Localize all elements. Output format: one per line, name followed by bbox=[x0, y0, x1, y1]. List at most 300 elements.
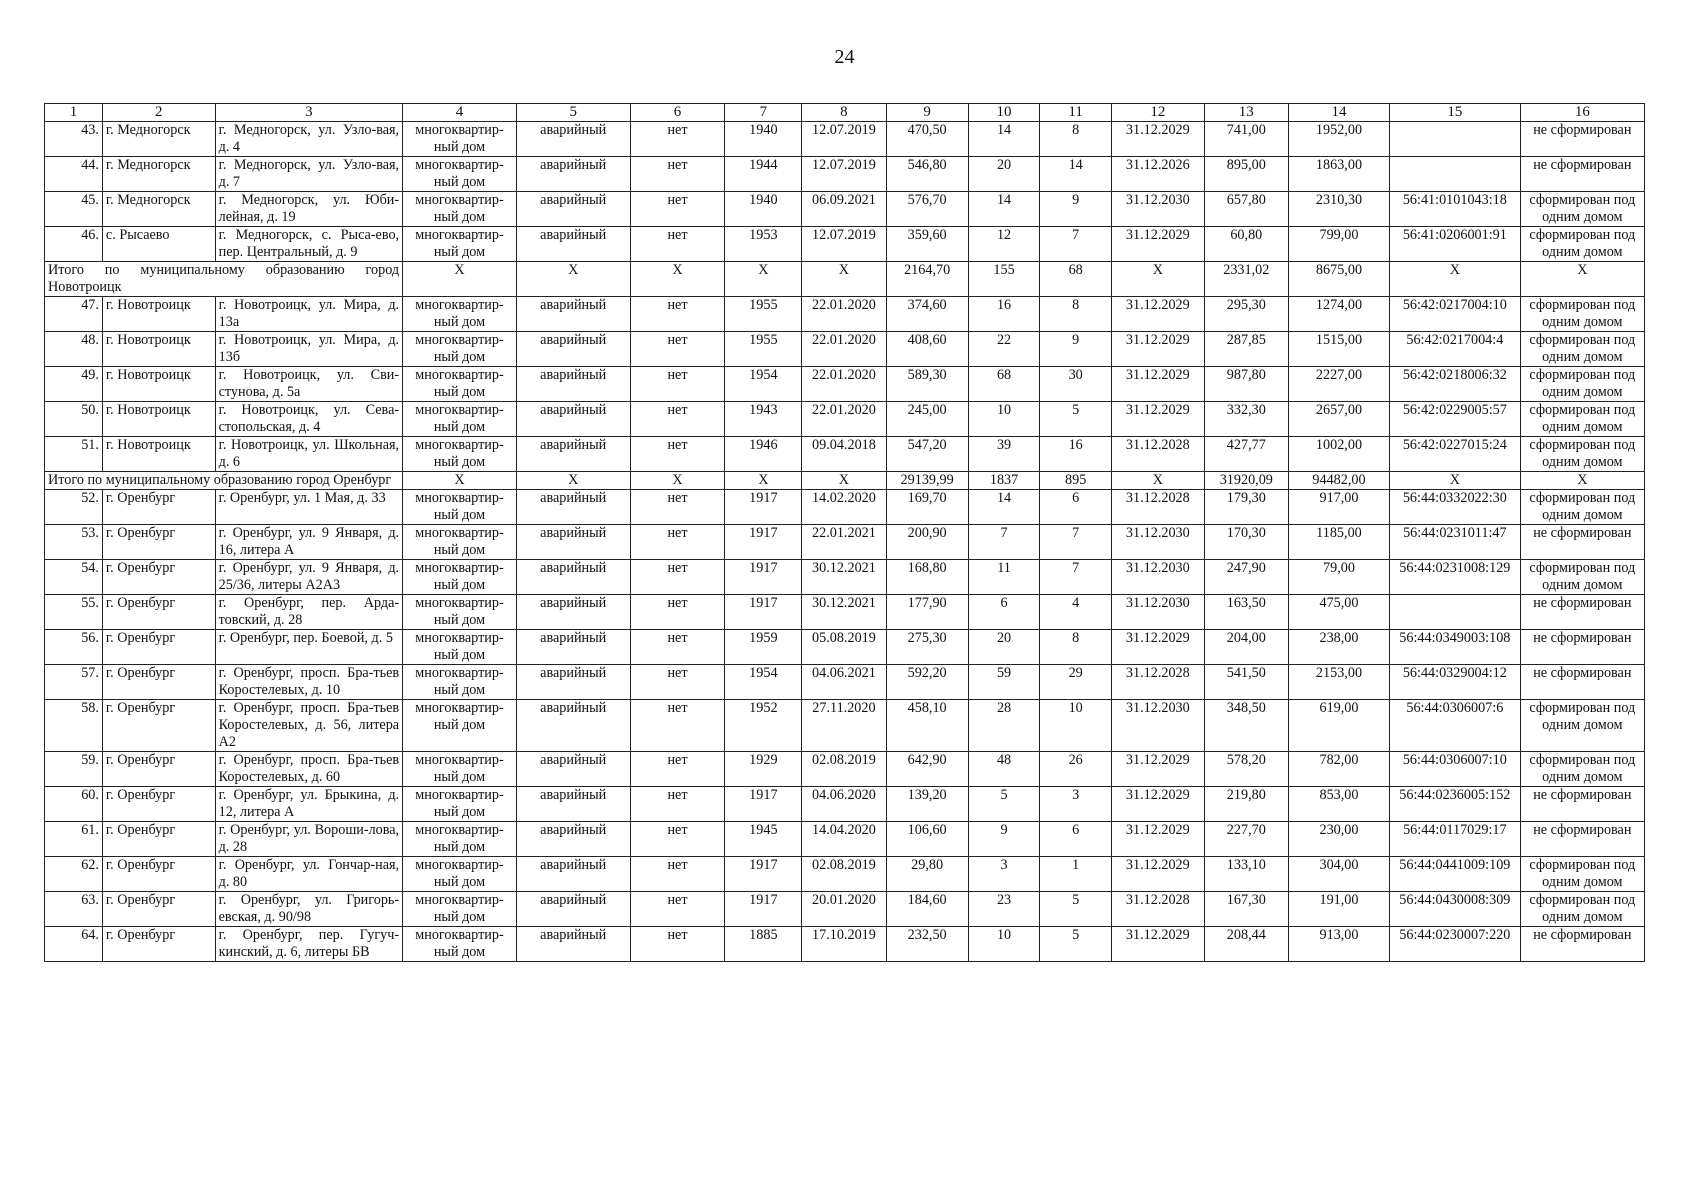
header-col-address: 3 bbox=[215, 104, 402, 122]
col-deadline: 31.12.2029 bbox=[1111, 822, 1204, 857]
col-date: 27.11.2020 bbox=[802, 700, 886, 752]
col-number: 58. bbox=[45, 700, 103, 752]
col-condition: аварийный bbox=[516, 525, 630, 560]
col-value-13: 170,30 bbox=[1204, 525, 1288, 560]
col-date: 04.06.2021 bbox=[802, 665, 886, 700]
col-condition: аварийный bbox=[516, 192, 630, 227]
col-apartments: 5 bbox=[1040, 927, 1112, 962]
col-deadline: 31.12.2029 bbox=[1111, 297, 1204, 332]
col-date: 17.10.2019 bbox=[802, 927, 886, 962]
col-building-type: многоквартир-ный дом bbox=[403, 752, 517, 787]
col-settlement: г. Оренбург bbox=[102, 630, 215, 665]
col-date: 22.01.2020 bbox=[802, 297, 886, 332]
col-cadastral-number: 56:44:0332022:30 bbox=[1390, 490, 1521, 525]
total-col-year: X bbox=[725, 472, 802, 490]
col-building-type: многоквартир-ный дом bbox=[403, 665, 517, 700]
header-col-value-13: 13 bbox=[1204, 104, 1288, 122]
col-address: г. Оренбург, ул. 1 Мая, д. 33 bbox=[215, 490, 402, 525]
col-apartments: 6 bbox=[1040, 822, 1112, 857]
col-year: 1954 bbox=[725, 367, 802, 402]
col-year: 1946 bbox=[725, 437, 802, 472]
col-condition: аварийный bbox=[516, 822, 630, 857]
col-date: 22.01.2020 bbox=[802, 332, 886, 367]
table-row bbox=[45, 787, 1645, 822]
col-address: г. Оренбург, ул. Брыкина, д. 12, литера А bbox=[215, 787, 402, 822]
col-year: 1940 bbox=[725, 122, 802, 157]
col-land-status: сформирован под одним домом bbox=[1520, 227, 1644, 262]
col-building-type: многоквартир-ный дом bbox=[403, 857, 517, 892]
col-land-status: сформирован под одним домом bbox=[1520, 192, 1644, 227]
col-value-13: 987,80 bbox=[1204, 367, 1288, 402]
col-value-13: 204,00 bbox=[1204, 630, 1288, 665]
col-condition: аварийный bbox=[516, 490, 630, 525]
col-date: 30.12.2021 bbox=[802, 560, 886, 595]
col-condition: аварийный bbox=[516, 595, 630, 630]
col-settlement: с. Рысаево bbox=[102, 227, 215, 262]
col-value-13: 578,20 bbox=[1204, 752, 1288, 787]
col-building-type: многоквартир-ный дом bbox=[403, 332, 517, 367]
col-condition: аварийный bbox=[516, 297, 630, 332]
col-value-14: 1952,00 bbox=[1288, 122, 1389, 157]
col-deadline: 31.12.2029 bbox=[1111, 787, 1204, 822]
col-year: 1917 bbox=[725, 525, 802, 560]
col-value-14: 2310,30 bbox=[1288, 192, 1389, 227]
col-value-14: 2227,00 bbox=[1288, 367, 1389, 402]
col-flag: нет bbox=[630, 892, 725, 927]
col-building-type: многоквартир-ный дом bbox=[403, 630, 517, 665]
col-building-type: многоквартир-ный дом bbox=[403, 192, 517, 227]
col-settlement: г. Медногорск bbox=[102, 192, 215, 227]
col-flag: нет bbox=[630, 122, 725, 157]
total-col-cadastral-number: X bbox=[1390, 472, 1521, 490]
col-residents: 48 bbox=[968, 752, 1040, 787]
col-date: 12.07.2019 bbox=[802, 227, 886, 262]
col-condition: аварийный bbox=[516, 227, 630, 262]
col-date: 14.02.2020 bbox=[802, 490, 886, 525]
col-land-status: не сформирован bbox=[1520, 822, 1644, 857]
col-flag: нет bbox=[630, 787, 725, 822]
col-settlement: г. Оренбург bbox=[102, 927, 215, 962]
col-area: 576,70 bbox=[886, 192, 968, 227]
col-building-type: многоквартир-ный дом bbox=[403, 525, 517, 560]
col-settlement: г. Оренбург bbox=[102, 752, 215, 787]
col-number: 56. bbox=[45, 630, 103, 665]
col-cadastral-number: 56:44:0349003:108 bbox=[1390, 630, 1521, 665]
col-address: г. Оренбург, ул. Гончар-ная, д. 80 bbox=[215, 857, 402, 892]
table-row bbox=[45, 192, 1645, 227]
col-cadastral-number: 56:44:0430008:309 bbox=[1390, 892, 1521, 927]
col-value-13: 163,50 bbox=[1204, 595, 1288, 630]
col-year: 1943 bbox=[725, 402, 802, 437]
col-value-14: 917,00 bbox=[1288, 490, 1389, 525]
col-land-status: не сформирован bbox=[1520, 630, 1644, 665]
table-row bbox=[45, 227, 1645, 262]
col-flag: нет bbox=[630, 857, 725, 892]
col-cadastral-number: 56:44:0441009:109 bbox=[1390, 857, 1521, 892]
col-condition: аварийный bbox=[516, 665, 630, 700]
total-col-deadline: X bbox=[1111, 472, 1204, 490]
col-date: 20.01.2020 bbox=[802, 892, 886, 927]
col-residents: 14 bbox=[968, 122, 1040, 157]
col-cadastral-number: 56:44:0231008:129 bbox=[1390, 560, 1521, 595]
col-cadastral-number bbox=[1390, 122, 1521, 157]
col-flag: нет bbox=[630, 595, 725, 630]
table-row bbox=[45, 437, 1645, 472]
table-row bbox=[45, 490, 1645, 525]
col-apartments: 16 bbox=[1040, 437, 1112, 472]
col-settlement: г. Оренбург bbox=[102, 595, 215, 630]
col-settlement: г. Новотроицк bbox=[102, 402, 215, 437]
col-building-type: многоквартир-ный дом bbox=[403, 402, 517, 437]
col-deadline: 31.12.2029 bbox=[1111, 227, 1204, 262]
col-building-type: многоквартир-ный дом bbox=[403, 787, 517, 822]
col-year: 1952 bbox=[725, 700, 802, 752]
col-flag: нет bbox=[630, 752, 725, 787]
header-col-residents: 10 bbox=[968, 104, 1040, 122]
col-address: г. Новотроицк, ул. Мира, д. 13б bbox=[215, 332, 402, 367]
col-address: г. Медногорск, ул. Узло-вая, д. 7 bbox=[215, 157, 402, 192]
col-value-13: 167,30 bbox=[1204, 892, 1288, 927]
col-residents: 28 bbox=[968, 700, 1040, 752]
col-condition: аварийный bbox=[516, 332, 630, 367]
col-address: г. Оренбург, пер. Боевой, д. 5 bbox=[215, 630, 402, 665]
col-area: 177,90 bbox=[886, 595, 968, 630]
col-building-type: многоквартир-ный дом bbox=[403, 297, 517, 332]
col-condition: аварийный bbox=[516, 402, 630, 437]
col-date: 12.07.2019 bbox=[802, 122, 886, 157]
col-cadastral-number: 56:42:0218006:32 bbox=[1390, 367, 1521, 402]
col-year: 1929 bbox=[725, 752, 802, 787]
col-land-status: сформирован под одним домом bbox=[1520, 892, 1644, 927]
col-cadastral-number: 56:44:0306007:6 bbox=[1390, 700, 1521, 752]
col-address: г. Оренбург, ул. 9 Января, д. 25/36, литеры А2А3 bbox=[215, 560, 402, 595]
col-deadline: 31.12.2026 bbox=[1111, 157, 1204, 192]
table-row bbox=[45, 700, 1645, 752]
col-number: 49. bbox=[45, 367, 103, 402]
col-apartments: 14 bbox=[1040, 157, 1112, 192]
header-col-area: 9 bbox=[886, 104, 968, 122]
header-col-cadastral-number: 15 bbox=[1390, 104, 1521, 122]
col-condition: аварийный bbox=[516, 122, 630, 157]
header-col-deadline: 12 bbox=[1111, 104, 1204, 122]
col-building-type: многоквартир-ный дом bbox=[403, 367, 517, 402]
col-number: 50. bbox=[45, 402, 103, 437]
header-col-apartments: 11 bbox=[1040, 104, 1112, 122]
col-condition: аварийный bbox=[516, 437, 630, 472]
col-year: 1917 bbox=[725, 595, 802, 630]
col-building-type: многоквартир-ный дом bbox=[403, 122, 517, 157]
col-number: 47. bbox=[45, 297, 103, 332]
col-value-13: 179,30 bbox=[1204, 490, 1288, 525]
header-col-building-type: 4 bbox=[403, 104, 517, 122]
col-settlement: г. Оренбург bbox=[102, 822, 215, 857]
col-land-status: сформирован под одним домом bbox=[1520, 700, 1644, 752]
col-value-14: 1274,00 bbox=[1288, 297, 1389, 332]
col-building-type: многоквартир-ный дом bbox=[403, 227, 517, 262]
table-row bbox=[45, 595, 1645, 630]
col-address: г. Новотроицк, ул. Мира, д. 13а bbox=[215, 297, 402, 332]
table-body bbox=[45, 122, 1645, 962]
col-year: 1955 bbox=[725, 332, 802, 367]
col-date: 22.01.2020 bbox=[802, 367, 886, 402]
col-area: 592,20 bbox=[886, 665, 968, 700]
col-land-status: сформирован под одним домом bbox=[1520, 437, 1644, 472]
total-col-flag: X bbox=[630, 472, 725, 490]
col-deadline: 31.12.2029 bbox=[1111, 752, 1204, 787]
col-settlement: г. Оренбург bbox=[102, 490, 215, 525]
col-deadline: 31.12.2029 bbox=[1111, 927, 1204, 962]
col-value-14: 782,00 bbox=[1288, 752, 1389, 787]
col-residents: 9 bbox=[968, 822, 1040, 857]
total-col-apartments: 895 bbox=[1040, 472, 1112, 490]
col-year: 1940 bbox=[725, 192, 802, 227]
col-flag: нет bbox=[630, 332, 725, 367]
total-col-value-13: 2331,02 bbox=[1204, 262, 1288, 297]
total-label: Итого по муниципальному образованию город Оренбург bbox=[45, 472, 403, 490]
col-value-13: 227,70 bbox=[1204, 822, 1288, 857]
col-number: 53. bbox=[45, 525, 103, 560]
header-col-settlement: 2 bbox=[102, 104, 215, 122]
col-apartments: 5 bbox=[1040, 892, 1112, 927]
table-row bbox=[45, 927, 1645, 962]
col-value-14: 191,00 bbox=[1288, 892, 1389, 927]
col-condition: аварийный bbox=[516, 367, 630, 402]
page-number: 24 bbox=[834, 46, 855, 68]
col-address: г. Новотроицк, ул. Сви-стунова, д. 5а bbox=[215, 367, 402, 402]
col-condition: аварийный bbox=[516, 787, 630, 822]
col-flag: нет bbox=[630, 367, 725, 402]
col-cadastral-number: 56:44:0231011:47 bbox=[1390, 525, 1521, 560]
col-number: 43. bbox=[45, 122, 103, 157]
col-apartments: 30 bbox=[1040, 367, 1112, 402]
col-year: 1917 bbox=[725, 490, 802, 525]
col-flag: нет bbox=[630, 402, 725, 437]
col-date: 22.01.2021 bbox=[802, 525, 886, 560]
col-apartments: 10 bbox=[1040, 700, 1112, 752]
col-number: 61. bbox=[45, 822, 103, 857]
col-settlement: г. Новотроицк bbox=[102, 332, 215, 367]
col-building-type: многоквартир-ный дом bbox=[403, 490, 517, 525]
col-building-type: многоквартир-ный дом bbox=[403, 157, 517, 192]
col-area: 374,60 bbox=[886, 297, 968, 332]
col-value-14: 238,00 bbox=[1288, 630, 1389, 665]
col-value-13: 348,50 bbox=[1204, 700, 1288, 752]
col-land-status: не сформирован bbox=[1520, 122, 1644, 157]
col-apartments: 6 bbox=[1040, 490, 1112, 525]
col-area: 642,90 bbox=[886, 752, 968, 787]
col-value-14: 230,00 bbox=[1288, 822, 1389, 857]
col-condition: аварийный bbox=[516, 927, 630, 962]
col-address: г. Новотроицк, ул. Сева-стопольская, д. 4 bbox=[215, 402, 402, 437]
housing-registry-table bbox=[44, 103, 1645, 962]
col-apartments: 7 bbox=[1040, 525, 1112, 560]
col-area: 547,20 bbox=[886, 437, 968, 472]
col-condition: аварийный bbox=[516, 700, 630, 752]
total-col-flag: X bbox=[630, 262, 725, 297]
col-settlement: г. Новотроицк bbox=[102, 297, 215, 332]
col-year: 1944 bbox=[725, 157, 802, 192]
col-value-13: 895,00 bbox=[1204, 157, 1288, 192]
col-address: г. Оренбург, ул. 9 Января, д. 16, литера А bbox=[215, 525, 402, 560]
col-residents: 5 bbox=[968, 787, 1040, 822]
col-residents: 14 bbox=[968, 192, 1040, 227]
col-number: 62. bbox=[45, 857, 103, 892]
col-value-14: 1515,00 bbox=[1288, 332, 1389, 367]
col-building-type: многоквартир-ный дом bbox=[403, 560, 517, 595]
col-address: г. Оренбург, ул. Григорь-евская, д. 90/98 bbox=[215, 892, 402, 927]
col-flag: нет bbox=[630, 630, 725, 665]
col-apartments: 5 bbox=[1040, 402, 1112, 437]
col-condition: аварийный bbox=[516, 892, 630, 927]
col-value-14: 2657,00 bbox=[1288, 402, 1389, 437]
col-residents: 59 bbox=[968, 665, 1040, 700]
header-col-date: 8 bbox=[802, 104, 886, 122]
col-settlement: г. Оренбург bbox=[102, 700, 215, 752]
col-area: 200,90 bbox=[886, 525, 968, 560]
col-area: 29,80 bbox=[886, 857, 968, 892]
col-building-type: многоквартир-ный дом bbox=[403, 595, 517, 630]
total-col-value-14: 94482,00 bbox=[1288, 472, 1389, 490]
table-row bbox=[45, 332, 1645, 367]
col-address: г. Оренбург, просп. Бра-тьев Коростелевых, д. 56, литера А2 bbox=[215, 700, 402, 752]
col-number: 54. bbox=[45, 560, 103, 595]
total-col-building-type: X bbox=[403, 262, 517, 297]
col-area: 546,80 bbox=[886, 157, 968, 192]
col-area: 184,60 bbox=[886, 892, 968, 927]
col-flag: нет bbox=[630, 700, 725, 752]
table-row bbox=[45, 402, 1645, 437]
total-col-residents: 1837 bbox=[968, 472, 1040, 490]
col-value-13: 741,00 bbox=[1204, 122, 1288, 157]
col-value-14: 1185,00 bbox=[1288, 525, 1389, 560]
col-settlement: г. Оренбург bbox=[102, 525, 215, 560]
col-date: 04.06.2020 bbox=[802, 787, 886, 822]
col-deadline: 31.12.2029 bbox=[1111, 630, 1204, 665]
total-col-area: 2164,70 bbox=[886, 262, 968, 297]
col-residents: 7 bbox=[968, 525, 1040, 560]
total-col-date: X bbox=[802, 262, 886, 297]
col-address: г. Медногорск, ул. Узло-вая, д. 4 bbox=[215, 122, 402, 157]
col-address: г. Медногорск, с. Рыса-ево, пер. Центральный, д. 9 bbox=[215, 227, 402, 262]
col-land-status: не сформирован bbox=[1520, 525, 1644, 560]
col-date: 06.09.2021 bbox=[802, 192, 886, 227]
col-year: 1885 bbox=[725, 927, 802, 962]
col-apartments: 8 bbox=[1040, 297, 1112, 332]
table-row bbox=[45, 892, 1645, 927]
col-cadastral-number: 56:42:0229005:57 bbox=[1390, 402, 1521, 437]
col-land-status: сформирован под одним домом bbox=[1520, 402, 1644, 437]
col-area: 168,80 bbox=[886, 560, 968, 595]
col-value-14: 2153,00 bbox=[1288, 665, 1389, 700]
col-settlement: г. Оренбург bbox=[102, 892, 215, 927]
col-value-13: 287,85 bbox=[1204, 332, 1288, 367]
col-date: 09.04.2018 bbox=[802, 437, 886, 472]
col-value-14: 619,00 bbox=[1288, 700, 1389, 752]
col-residents: 22 bbox=[968, 332, 1040, 367]
col-cadastral-number bbox=[1390, 595, 1521, 630]
col-address: г. Оренбург, ул. Вороши-лова, д. 28 bbox=[215, 822, 402, 857]
col-value-14: 853,00 bbox=[1288, 787, 1389, 822]
col-area: 470,50 bbox=[886, 122, 968, 157]
col-value-13: 295,30 bbox=[1204, 297, 1288, 332]
col-number: 46. bbox=[45, 227, 103, 262]
col-residents: 39 bbox=[968, 437, 1040, 472]
table-header bbox=[45, 104, 1645, 122]
col-apartments: 26 bbox=[1040, 752, 1112, 787]
col-land-status: сформирован под одним домом bbox=[1520, 367, 1644, 402]
col-year: 1917 bbox=[725, 857, 802, 892]
col-year: 1954 bbox=[725, 665, 802, 700]
col-date: 22.01.2020 bbox=[802, 402, 886, 437]
col-land-status: сформирован под одним домом bbox=[1520, 297, 1644, 332]
col-deadline: 31.12.2029 bbox=[1111, 402, 1204, 437]
col-building-type: многоквартир-ный дом bbox=[403, 700, 517, 752]
col-apartments: 1 bbox=[1040, 857, 1112, 892]
col-condition: аварийный bbox=[516, 157, 630, 192]
col-cadastral-number bbox=[1390, 157, 1521, 192]
col-land-status: не сформирован bbox=[1520, 595, 1644, 630]
col-year: 1945 bbox=[725, 822, 802, 857]
total-label: Итого по муниципальному образованию город Новотроицк bbox=[45, 262, 403, 297]
col-apartments: 4 bbox=[1040, 595, 1112, 630]
col-number: 64. bbox=[45, 927, 103, 962]
col-flag: нет bbox=[630, 560, 725, 595]
col-year: 1955 bbox=[725, 297, 802, 332]
col-value-13: 208,44 bbox=[1204, 927, 1288, 962]
table-row bbox=[45, 122, 1645, 157]
col-settlement: г. Оренбург bbox=[102, 857, 215, 892]
col-date: 14.04.2020 bbox=[802, 822, 886, 857]
col-number: 45. bbox=[45, 192, 103, 227]
col-flag: нет bbox=[630, 927, 725, 962]
col-number: 48. bbox=[45, 332, 103, 367]
col-apartments: 9 bbox=[1040, 332, 1112, 367]
col-deadline: 31.12.2029 bbox=[1111, 122, 1204, 157]
total-col-apartments: 68 bbox=[1040, 262, 1112, 297]
col-residents: 6 bbox=[968, 595, 1040, 630]
col-residents: 3 bbox=[968, 857, 1040, 892]
table-row bbox=[45, 157, 1645, 192]
total-col-land-status: X bbox=[1520, 262, 1644, 297]
col-date: 30.12.2021 bbox=[802, 595, 886, 630]
col-value-13: 332,30 bbox=[1204, 402, 1288, 437]
col-value-13: 133,10 bbox=[1204, 857, 1288, 892]
col-deadline: 31.12.2030 bbox=[1111, 192, 1204, 227]
col-building-type: многоквартир-ный дом bbox=[403, 927, 517, 962]
col-cadastral-number: 56:41:0206001:91 bbox=[1390, 227, 1521, 262]
col-value-14: 913,00 bbox=[1288, 927, 1389, 962]
col-deadline: 31.12.2028 bbox=[1111, 892, 1204, 927]
table-row bbox=[45, 560, 1645, 595]
col-residents: 10 bbox=[968, 402, 1040, 437]
table-row bbox=[45, 857, 1645, 892]
col-apartments: 8 bbox=[1040, 630, 1112, 665]
col-area: 245,00 bbox=[886, 402, 968, 437]
col-settlement: г. Оренбург bbox=[102, 560, 215, 595]
col-apartments: 9 bbox=[1040, 192, 1112, 227]
total-col-residents: 155 bbox=[968, 262, 1040, 297]
col-year: 1917 bbox=[725, 892, 802, 927]
col-year: 1959 bbox=[725, 630, 802, 665]
col-land-status: не сформирован bbox=[1520, 157, 1644, 192]
col-condition: аварийный bbox=[516, 630, 630, 665]
col-area: 232,50 bbox=[886, 927, 968, 962]
col-flag: нет bbox=[630, 297, 725, 332]
total-col-building-type: X bbox=[403, 472, 517, 490]
col-value-13: 247,90 bbox=[1204, 560, 1288, 595]
col-residents: 14 bbox=[968, 490, 1040, 525]
col-land-status: не сформирован bbox=[1520, 665, 1644, 700]
